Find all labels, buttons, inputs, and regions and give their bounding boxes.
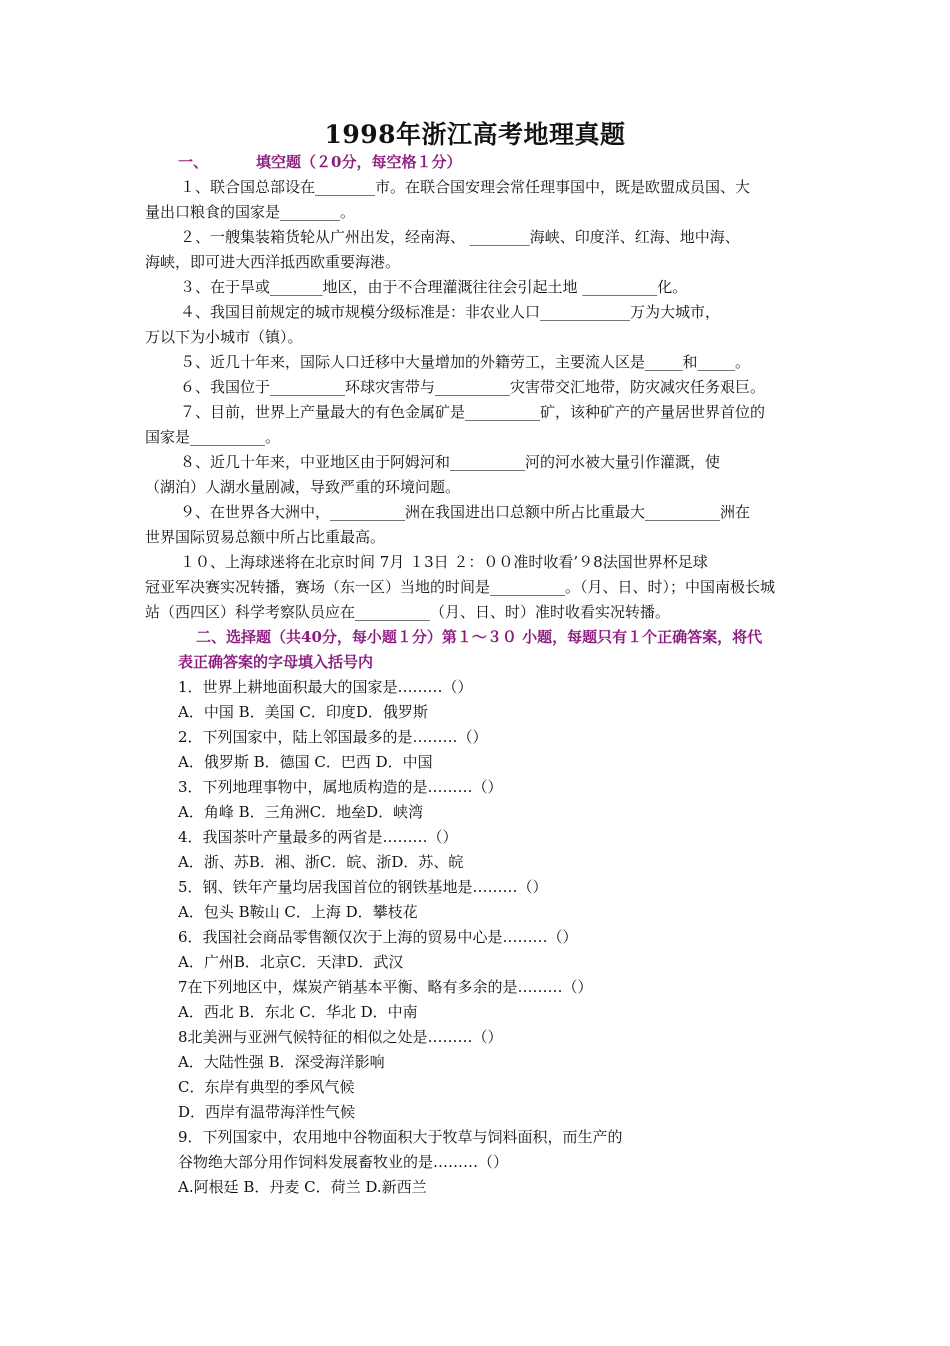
mc-options-6: A．广州B．北京C．天津D．武汉	[178, 953, 404, 971]
mc-question-7: 7在下列地区中，煤炭产销基本平衡、略有多余的是………（）	[178, 978, 593, 996]
question-6-line-1: ６、我国位于__________环球灾害带与__________灾害带交汇地带，防灾减灾任务艰巨。	[180, 378, 766, 396]
question-5-line-1: ５、近几十年来，国际人口迁移中大量增加的外籍劳工，主要流人区是_____和_____。	[180, 353, 751, 371]
question-2-line-2: 海峡，即可进大西洋抵西欧重要海港。	[145, 253, 401, 271]
mc-question-8: 8北美洲与亚洲气候特征的相似之处是………（）	[178, 1028, 503, 1046]
page-title: 1998年浙江高考地理真题	[324, 120, 626, 149]
mc-question-9-line-1: 9．下列国家中，农用地中谷物面积大于牧草与饲料面积，而生产的	[178, 1128, 623, 1146]
mc-question-9-line-2: 谷物绝大部分用作饲料发展畜牧业的是………（）	[178, 1153, 509, 1171]
mc-question-6: 6．我国社会商品零售额仅次于上海的贸易中心是………（）	[178, 928, 578, 946]
mc-options-8-c: C．东岸有典型的季风气候	[178, 1078, 355, 1096]
question-7-line-2: 国家是__________。	[145, 428, 281, 446]
section-1-title: 填空题（２0分，每空格１分）	[256, 153, 462, 171]
mc-options-8-d: D．西岸有温带海洋性气候	[178, 1103, 356, 1121]
section-1-heading	[178, 150, 848, 175]
question-4-line-1: ４、我国目前规定的城市规模分级标准是：非农业人口____________万为大城市，	[180, 303, 721, 321]
question-1-line-1: １、联合国总部设在________市。在联合国安理会常任理事国中，既是欧盟成员国、大	[180, 178, 751, 196]
question-4-line-2: 万以下为小城市（镇）。	[145, 328, 303, 346]
section-1-number: 一、	[178, 153, 209, 171]
mc-options-2: A．俄罗斯 B．德国 C．巴西 D．中国	[178, 753, 433, 771]
question-10-line-3: 站（西四区）科学考察队员应在__________（月、日、时）准时收看实况转播。	[145, 603, 671, 621]
mc-question-3: 3．下列地理事物中，属地质构造的是………（）	[178, 778, 503, 796]
question-2-line-1: ２、一艘集装箱货轮从广州出发，经南海、 ________海峡、印度洋、红海、地中海、	[180, 228, 740, 246]
mc-options-1: A．中国 B．美国 C．印度D．俄罗斯	[178, 703, 428, 721]
mc-options-4: A．浙、苏B．湘、浙C．皖、浙D．苏、皖	[178, 853, 464, 871]
question-9-line-2: 世界国际贸易总额中所占比重最高。	[145, 528, 386, 546]
mc-options-5: A．包头 B鞍山 C．上海 D．攀枝花	[178, 903, 418, 921]
question-8-line-1: ８、近几十年来，中亚地区由于阿姆河和__________河的河水被大量引作灌溉，使	[180, 453, 721, 471]
question-9-line-1: ９、在世界各大洲中，__________洲在我国进出口总额中所占比重最大__________洲在	[180, 503, 751, 521]
question-3-line-1: ３、在于旱或_______地区，由于不合理灌溉往往会引起土地 __________化。	[180, 278, 688, 296]
mc-question-5: 5．钢、铁年产量均居我国首位的钢铁基地是………（）	[178, 878, 548, 896]
mc-question-2: 2．下列国家中，陆上邻国最多的是………（）	[178, 728, 488, 746]
question-1-line-2: 量出口粮食的国家是________。	[145, 203, 356, 221]
mc-question-4: 4．我国茶叶产量最多的两省是………（）	[178, 828, 458, 846]
question-8-line-2: （湖泊）人湖水量剧减，导致严重的环境问题。	[145, 478, 461, 496]
mc-options-9: A.阿根廷 B．丹麦 C．荷兰 D.新西兰	[178, 1178, 427, 1196]
mc-question-1: 1．世界上耕地面积最大的国家是………（）	[178, 678, 473, 696]
question-10-line-2: 冠亚军决赛实况转播，赛场（东一区）当地的时间是__________。（月、日、时）；中国南极长城	[145, 578, 776, 596]
question-7-line-1: ７、目前，世界上产量最大的有色金属矿是__________矿，该种矿产的产量居世界首位的	[180, 403, 766, 421]
section-2-heading-line-2: 表正确答案的字母填入括号内	[178, 653, 374, 671]
mc-options-3: A．角峰 B．三角洲C．地垒D．峡湾	[178, 803, 424, 821]
mc-options-7: A．西北 B．东北 C．华北 D．中南	[178, 1003, 418, 1021]
question-10-line-1: １０、上海球迷将在北京时间 7月 １3日 ２：００准时收看’９8法国世界杯足球	[180, 553, 708, 571]
mc-options-8-a-b: A．大陆性强 B．深受海洋影响	[178, 1053, 385, 1071]
section-2-heading-line-1: 二、选择题（共40分，每小题１分）第１～３０ 小题，每题只有１个正确答案，将代	[196, 628, 763, 646]
